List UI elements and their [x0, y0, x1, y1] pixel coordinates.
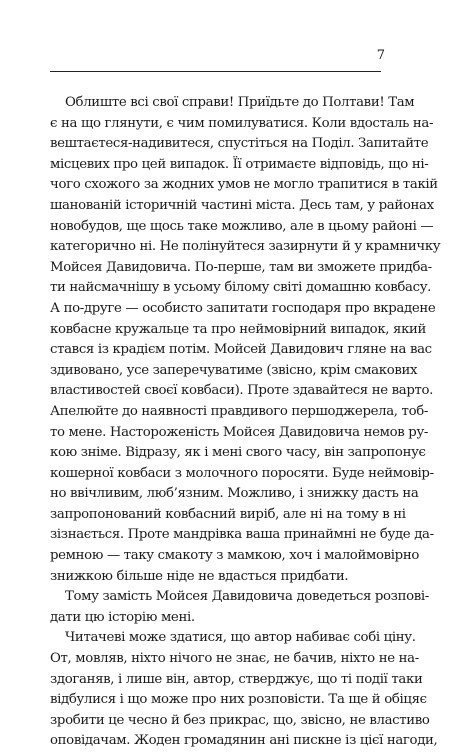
text-line: здоганяв, і лише він, автор, стверджує, що ті події таки	[50, 671, 423, 687]
text-line: кою зніме. Відразу, як і мені свого часу, він запропонує	[50, 445, 426, 461]
header-rule	[50, 71, 381, 72]
text-line: новобудов, ще щось таке можливо, але в цьому районі —	[50, 218, 434, 234]
text-line: зізнається. Проте мандрівка ваша принаймні не буде да-	[50, 527, 434, 543]
text-line: дати цю історію мені.	[50, 609, 195, 625]
text-line: то мене. Настороженість Мойсея Давидовича немов ру-	[50, 424, 429, 440]
text-line: но ввічливим, люб’язним. Можливо, і знижку дасть на	[50, 486, 419, 502]
body-text	[50, 93, 441, 752]
text-line: категорично ні. Не полінуйтеся зазирнути й у крамничку	[50, 239, 441, 255]
text-line: здивовано, усе заперечуватиме (звісно, крім смакових	[50, 362, 418, 378]
text-line: шанованій історичній частині міста. Десь там, у районах	[50, 197, 434, 213]
text-line: кошерної ковбаси з молочного пороcяти. Буде неймовір-	[50, 465, 434, 481]
text-line: ти найсмачнішу в усьому білому світі домашню ковбасу.	[50, 280, 432, 296]
text-line: є на що глянути, є чим помилуватися. Коли вдосталь на-	[50, 115, 434, 131]
text-line: Мойсея Давидовича. По-перше, там ви зможете придба-	[50, 259, 432, 275]
text-line: відбулися і що може про них розповісти. Та ще й обіцяє	[50, 692, 427, 708]
text-line: вештаєтеся-надивитеся, спустіться на Поділ. Запитайте	[50, 136, 429, 152]
text-line: зробити це чесно й без прикрас, що, звісно, не властиво	[50, 712, 430, 728]
text-line: Читачеві може здатися, що автор набиває собі ціну.	[65, 630, 416, 646]
page-number: 7	[376, 48, 385, 63]
text-line: Тому замість Мойсея Давидовича доведеться розпові-	[65, 589, 429, 605]
text-line: ремною — таку смакоту з мамкою, хоч і малоймовірно	[50, 548, 419, 564]
text-line: оповідачам. Жоден громадянин ані пискне із цієї нагоди,	[50, 733, 438, 749]
text-line: знижкою більше ніде не вдасться придбати.	[50, 568, 349, 584]
text-line: місцевих про цей випадок. Її отримаєте відповідь, що ні-	[50, 156, 429, 172]
text-line: От, мовляв, ніхто нічого не знає, не бачив, ніхто не на-	[50, 651, 419, 667]
text-line: ковбасне кружальце та про неймовірний випадок, який	[50, 321, 427, 337]
text-line: властивостей своєї ковбаси). Проте здавайтеся не варто.	[50, 383, 434, 399]
text-line: стався із крадієм потім. Мойсей Давидович гляне на вас	[50, 342, 432, 358]
text-line: Апелюйте до наявності правдивого першоджерела, тоб-	[50, 403, 429, 419]
text-line: запропонований ковбасний виріб, але ні на тому в ні	[50, 506, 406, 522]
text-line: Облиште всі свої справи! Приїдьте до Полтави! Там	[65, 95, 415, 110]
text-line: А по-друге — особисто запитати господаря про вкрадене	[50, 300, 436, 316]
text-line: чого схожого за жодних умов не могло трапитися в такій	[50, 177, 438, 193]
